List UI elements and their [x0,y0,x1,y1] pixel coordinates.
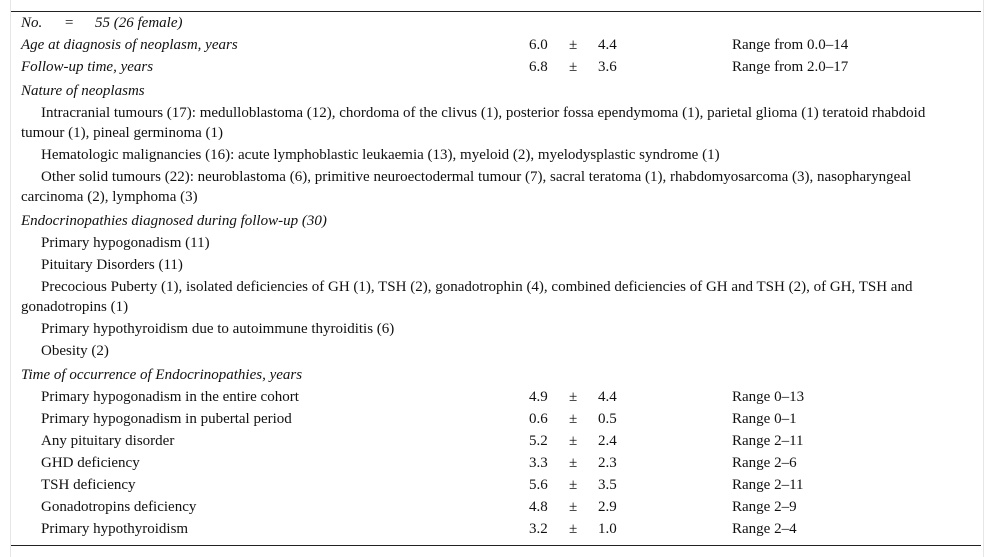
occurrence-sd: 2.3 [598,455,617,471]
table-row [21,497,971,517]
endocrinopathy-item: Primary hypothyroidism due to autoimmune thyroiditis (6) [41,321,395,337]
cohort-size-value: 55 (26 female) [95,15,183,31]
endocrinopathy-item: Pituitary Disorders (11) [41,257,183,273]
table-row [21,387,971,407]
occurrence-mean: 4.9 [529,389,548,405]
occurrence-range: Range 2–6 [732,455,797,471]
occurrence-mean: 5.6 [529,477,548,493]
age-sd: 4.4 [598,37,617,53]
followup-range: Range from 2.0–17 [732,59,849,75]
occurrence-sd: 2.4 [598,433,617,449]
bottom-rule [11,545,981,546]
age-row [21,35,971,55]
occurrence-mean: 0.6 [529,411,548,427]
occurrence-range: Range 0–1 [732,411,797,427]
followup-row [21,57,971,77]
cohort-size-label: No. [21,15,43,31]
occurrence-sd: 3.5 [598,477,617,493]
table-row [21,519,971,539]
occurrence-sd: 2.9 [598,499,617,515]
occurrence-label: Any pituitary disorder [41,433,175,449]
endocrinopathy-item: Precocious Puberty (1), isolated deficiencies of GH (1), TSH (2), gonadotrophin (4), combined deficiencies of GH and TSH (2), of GH, TSH and gonadotropins (1) [21,279,913,315]
followup-mean: 6.8 [529,59,548,75]
followup-label: Follow-up time, years [21,59,154,75]
table-row [21,409,971,429]
cohort-size-equals: = [64,15,75,31]
age-range: Range from 0.0–14 [732,37,849,53]
occurrence-range: Range 0–13 [732,389,805,405]
occurrence-pm: ± [569,499,578,515]
endocrinopathy-item: Primary hypogonadism (11) [41,235,210,251]
endocrinopathy-item: Obesity (2) [41,343,109,359]
occurrence-pm: ± [569,477,578,493]
followup-sd: 3.6 [598,59,617,75]
occurrence-heading: Time of occurrence of Endocrinopathies, years [21,367,303,383]
occurrence-sd: 0.5 [598,411,617,427]
occurrence-label: Primary hypothyroidism [41,521,189,537]
top-rule [11,11,981,12]
occurrence-sd: 4.4 [598,389,617,405]
table-row [21,475,971,495]
occurrence-label: GHD deficiency [41,455,140,471]
age-label: Age at diagnosis of neoplasm, years [21,37,238,53]
endocrinopathies-heading: Endocrinopathies diagnosed during follow-up (30) [21,213,327,229]
occurrence-mean: 5.2 [529,433,548,449]
table-row [21,453,971,473]
occurrence-mean: 3.3 [529,455,548,471]
occurrence-label: Primary hypogonadism in pubertal period [41,411,292,427]
neoplasm-intracranial: Intracranial tumours (17): medulloblastoma (12), chordoma of the clivus (1), posterior fossa ependymoma (1), parietal glioma (1) teratoid rhabdoid tumour (1), pineal germinoma (1) [21,105,926,141]
neoplasm-hematologic: Hematologic malignancies (16): acute lymphoblastic leukaemia (13), myeloid (2), myelodysplastic syndrome (1) [41,147,720,163]
followup-pm: ± [569,59,578,75]
neoplasms-heading: Nature of neoplasms [21,83,145,99]
occurrence-pm: ± [569,389,578,405]
occurrence-mean: 4.8 [529,499,548,515]
occurrence-label: TSH deficiency [41,477,136,493]
neoplasm-solid: Other solid tumours (22): neuroblastoma (6), primitive neuroectodermal tumour (7), sacral teratoma (1), rhabdomyosarcoma (3), nasopharyngeal carcinoma (2), lymphoma (3) [21,169,912,205]
occurrence-range: Range 2–11 [732,433,804,449]
occurrence-range: Range 2–9 [732,499,797,515]
occurrence-pm: ± [569,433,578,449]
occurrence-range: Range 2–4 [732,521,797,537]
occurrence-pm: ± [569,455,578,471]
age-pm: ± [569,37,578,53]
cohort-size-row [21,13,971,33]
occurrence-mean: 3.2 [529,521,548,537]
occurrence-label: Primary hypogonadism in the entire cohort [41,389,299,405]
occurrence-sd: 1.0 [598,521,617,537]
occurrence-label: Gonadotropins deficiency [41,499,197,515]
table-row [21,431,971,451]
age-mean: 6.0 [529,37,548,53]
occurrence-range: Range 2–11 [732,477,804,493]
occurrence-pm: ± [569,521,578,537]
occurrence-pm: ± [569,411,578,427]
